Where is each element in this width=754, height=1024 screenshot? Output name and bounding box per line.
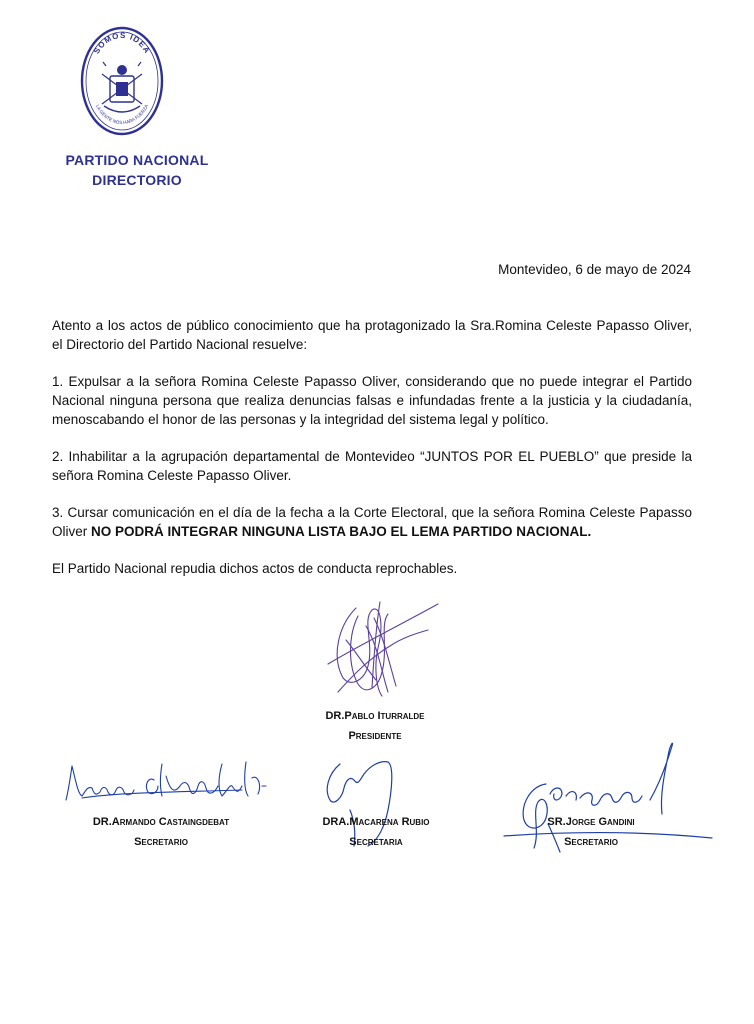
resolution-item-1: 1. Expulsar a la señora Romina Celeste Papasso Oliver, considerando que no puede integrar el Partido Nacional ninguna persona que realiza denuncias falsas e infundadas frente a la justicia y la ciudadanía, menoscabando el honor de las personas y la integridad del sistema legal y político. [52, 374, 692, 427]
secretary3-name: SR.Jorge Gandini [547, 816, 635, 828]
secretary3-role: Secretario [564, 836, 618, 848]
secretary2-role: Secretaria [349, 836, 403, 848]
president-signature [318, 596, 442, 708]
resolution-item-2: 2. Inhabilitar a la agrupación departamental de Montevideo “JUNTOS POR EL PUEBLO” que preside la señora Romina Celeste Papasso Oliver. [52, 449, 692, 483]
intro-paragraph: Atento a los actos de público conocimiento que ha protagonizado la Sra.Romina Celeste Papasso Oliver, el Directorio del Partido Nacional resuelve: [52, 318, 692, 352]
party-seal-logo [80, 26, 164, 136]
president-role: Presidente [348, 730, 402, 742]
closing-paragraph: El Partido Nacional repudia dichos actos de conducta reprochables. [52, 561, 458, 576]
document-body [52, 316, 692, 596]
org-name: PARTIDO NACIONAL [65, 152, 209, 168]
org-department: DIRECTORIO [92, 172, 182, 188]
secretary1-name: DR.Armando Castaingdebat [92, 816, 230, 828]
secretary1-signature [62, 756, 268, 812]
secretary1-block [66, 812, 256, 852]
document-date: Montevideo, 6 de mayo de 2024 [498, 262, 691, 277]
secretary2-block [296, 812, 456, 852]
secretary3-block [516, 812, 666, 852]
resolution-item-3 [52, 503, 692, 541]
resolution-item-3-text: 3. Cursar comunicación en el día de la fecha a la Corte Electoral, que la señora Romina Celeste Papasso Oliver [52, 505, 692, 539]
president-block [290, 706, 460, 746]
secretary1-role: Secretario [134, 836, 188, 848]
organization-header [30, 150, 244, 190]
svg-text:SOMOS IDEA: SOMOS IDEA [91, 30, 153, 56]
svg-text:LA GENTE NOS HARA FUERZA: LA GENTE NOS HARA FUERZA [94, 103, 150, 126]
secretary2-name: DRA.Macarena Rubio [322, 816, 430, 828]
president-name: DR.Pablo Iturralde [325, 710, 425, 722]
resolution-item-3-bold: NO PODRÁ INTEGRAR NINGUNA LISTA BAJO EL LEMA PARTIDO NACIONAL. [91, 524, 592, 539]
